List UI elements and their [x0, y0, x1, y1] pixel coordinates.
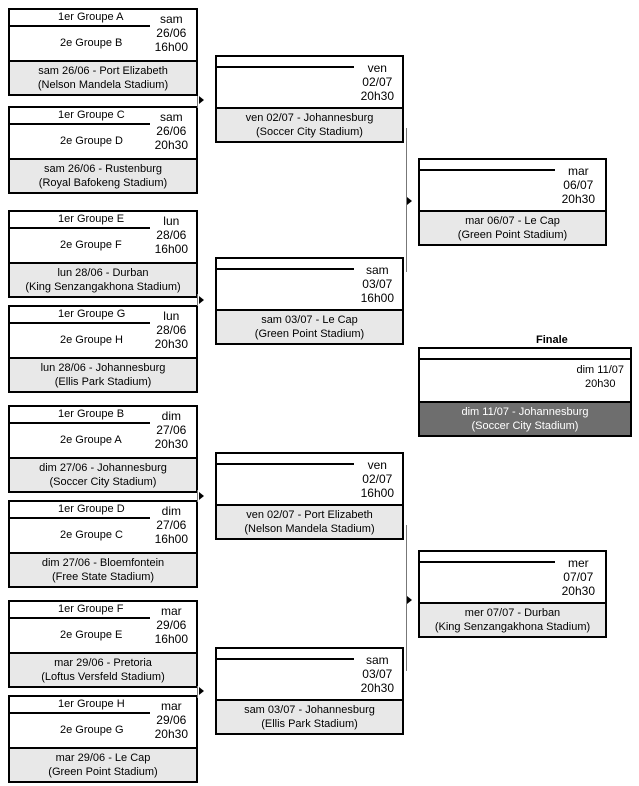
- r16-match-7: [8, 600, 198, 688]
- match-time: 20h30: [584, 378, 616, 390]
- arrow-right-icon: [199, 296, 204, 304]
- match-venue: [10, 552, 196, 586]
- team-2: 2e Groupe E: [60, 629, 123, 641]
- match-datetime: [361, 263, 394, 305]
- connector-line: [197, 96, 198, 108]
- team-line: [10, 25, 150, 27]
- match-time: 16h00: [360, 486, 394, 500]
- arrow-right-icon: [407, 197, 412, 205]
- team-2: 2e Groupe F: [60, 239, 122, 251]
- r16-match-3: [8, 210, 198, 298]
- match-date: 28/06: [156, 228, 187, 242]
- match-datetime: [361, 653, 394, 695]
- match-date: 29/06: [156, 618, 187, 632]
- match-day: mer: [567, 556, 589, 570]
- team-line: [420, 358, 630, 360]
- match-date: 28/06: [156, 323, 187, 337]
- qf-match-1: [215, 55, 404, 143]
- match-date: 26/06: [156, 124, 187, 138]
- venue-stadium: (Green Point Stadium): [254, 328, 365, 340]
- match-date: 06/07: [563, 178, 594, 192]
- match-time: 16h00: [154, 40, 188, 54]
- match-datetime: [155, 699, 188, 741]
- team-line: [420, 561, 555, 563]
- venue-city: sam 26/06 - Rustenburg: [43, 163, 162, 175]
- match-venue: [217, 309, 402, 343]
- match-day: sam: [365, 263, 389, 277]
- venue-stadium: (Green Point Stadium): [48, 766, 158, 778]
- team-line: [420, 169, 555, 171]
- match-venue: [10, 60, 196, 94]
- match-venue: [10, 357, 196, 391]
- match-datetime: [155, 214, 188, 256]
- match-day: dim: [161, 409, 181, 423]
- venue-stadium: (Loftus Versfeld Stadium): [41, 671, 165, 683]
- team-1: 1er Groupe C: [58, 109, 125, 121]
- match-time: 16h00: [360, 291, 394, 305]
- match-date: 03/07: [362, 277, 393, 291]
- match-datetime: [562, 556, 595, 598]
- team-line: [217, 268, 354, 270]
- match-time: 20h30: [360, 681, 394, 695]
- match-time: 20h30: [561, 192, 595, 206]
- sf-match-1: [418, 158, 607, 246]
- arrow-right-icon: [407, 596, 412, 604]
- venue-stadium: (Nelson Mandela Stadium): [37, 79, 169, 91]
- match-venue: [10, 262, 196, 296]
- venue-city: mar 29/06 - Le Cap: [55, 752, 151, 764]
- venue-stadium: (Nelson Mandela Stadium): [244, 523, 375, 535]
- venue-stadium: (Soccer City Stadium): [256, 126, 363, 138]
- match-date: 02/07: [362, 472, 393, 486]
- match-time: 16h00: [154, 632, 188, 646]
- match-time: 20h30: [154, 437, 188, 451]
- match-date: dim 11/07: [576, 364, 624, 376]
- r16-match-4: [8, 305, 198, 393]
- match-day: dim: [161, 504, 181, 518]
- r16-match-2: [8, 106, 198, 194]
- match-day: mar: [160, 699, 182, 713]
- team-1: 1er Groupe H: [58, 698, 125, 710]
- match-date: 27/06: [156, 518, 187, 532]
- connector-line: [197, 294, 198, 306]
- match-venue: [420, 602, 605, 636]
- match-datetime: [155, 12, 188, 54]
- team-2: 2e Groupe H: [60, 334, 123, 346]
- team-1: 1er Groupe G: [58, 308, 126, 320]
- venue-stadium: (Green Point Stadium): [457, 229, 568, 241]
- venue-stadium: (Ellis Park Stadium): [54, 376, 152, 388]
- team-2: 2e Groupe G: [60, 724, 124, 736]
- venue-city: mer 07/07 - Durban: [464, 607, 561, 619]
- match-venue: [10, 158, 196, 192]
- team-line: [10, 123, 150, 125]
- team-line: [217, 463, 354, 465]
- match-datetime: [155, 604, 188, 646]
- venue-stadium: (Free State Stadium): [51, 571, 155, 583]
- venue-city: mar 06/07 - Le Cap: [465, 215, 560, 227]
- team-line: [10, 517, 150, 519]
- venue-city: dim 11/07 - Johannesburg: [461, 406, 589, 418]
- qf-match-3: [215, 452, 404, 540]
- match-datetime: [155, 110, 188, 152]
- venue-city: sam 03/07 - Le Cap: [261, 314, 358, 326]
- match-day: ven: [367, 458, 387, 472]
- match-day: mar: [567, 164, 589, 178]
- team-1: 1er Groupe E: [58, 213, 125, 225]
- match-time: 20h30: [360, 89, 394, 103]
- match-venue: [217, 699, 402, 733]
- match-day: sam: [159, 12, 183, 26]
- team-2: 2e Groupe B: [60, 37, 123, 49]
- match-venue: [420, 210, 605, 244]
- match-venue: [217, 504, 402, 538]
- match-time: 16h00: [154, 532, 188, 546]
- venue-stadium: (Soccer City Stadium): [49, 476, 157, 488]
- match-date: 29/06: [156, 713, 187, 727]
- venue-city: mar 29/06 - Pretoria: [54, 657, 152, 669]
- arrow-right-icon: [199, 492, 204, 500]
- team-line: [10, 227, 150, 229]
- match-datetime: [361, 458, 394, 500]
- team-line: [217, 66, 354, 68]
- qf-match-2: [215, 257, 404, 345]
- connector-line: [197, 686, 198, 698]
- team-line: [10, 617, 150, 619]
- qf-match-4: [215, 647, 404, 735]
- match-date: 02/07: [362, 75, 393, 89]
- connector-line: [197, 490, 198, 502]
- team-1: 1er Groupe A: [58, 11, 124, 23]
- match-time: 20h30: [154, 337, 188, 351]
- team-line: [10, 422, 150, 424]
- match-datetime: [155, 409, 188, 451]
- venue-city: ven 02/07 - Port Elizabeth: [246, 509, 373, 521]
- match-venue: [10, 457, 196, 491]
- match-datetime: [577, 363, 625, 391]
- match-time: 16h00: [154, 242, 188, 256]
- r16-match-5: [8, 405, 198, 493]
- venue-city: sam 03/07 - Johannesburg: [244, 704, 375, 716]
- match-time: 20h30: [154, 727, 188, 741]
- match-datetime: [562, 164, 595, 206]
- venue-city: lun 28/06 - Johannesburg: [40, 362, 166, 374]
- venue-city: ven 02/07 - Johannesburg: [245, 112, 374, 124]
- arrow-right-icon: [199, 96, 204, 104]
- r16-match-6: [8, 500, 198, 588]
- team-2: 2e Groupe A: [60, 434, 122, 446]
- match-date: 27/06: [156, 423, 187, 437]
- sf-match-2: [418, 550, 607, 638]
- match-time: 20h30: [561, 584, 595, 598]
- venue-stadium: (Royal Bafokeng Stadium): [38, 177, 168, 189]
- venue-stadium: (Soccer City Stadium): [471, 420, 579, 432]
- match-datetime: [155, 309, 188, 351]
- team-1: 1er Groupe B: [58, 408, 125, 420]
- match-datetime: [155, 504, 188, 546]
- match-date: 07/07: [563, 570, 594, 584]
- match-day: sam: [159, 110, 183, 124]
- venue-stadium: (King Senzangakhona Stadium): [434, 621, 591, 633]
- venue-city: lun 28/06 - Durban: [57, 267, 149, 279]
- match-day: lun: [163, 214, 180, 228]
- venue-city: dim 27/06 - Bloemfontein: [41, 557, 165, 569]
- r16-match-1: [8, 8, 198, 96]
- team-1: 1er Groupe F: [58, 603, 124, 615]
- team-line: [10, 322, 150, 324]
- match-venue: [420, 401, 630, 435]
- match-time: 20h30: [154, 138, 188, 152]
- team-line: [217, 658, 354, 660]
- team-1: 1er Groupe D: [58, 503, 125, 515]
- match-day: mar: [160, 604, 182, 618]
- match-day: lun: [163, 309, 180, 323]
- match-datetime: [361, 61, 394, 103]
- team-line: [10, 712, 150, 714]
- match-venue: [217, 107, 402, 141]
- final-match: [418, 347, 632, 437]
- match-venue: [10, 747, 196, 781]
- venue-city: sam 26/06 - Port Elizabeth: [38, 65, 168, 77]
- venue-stadium: (King Senzangakhona Stadium): [25, 281, 181, 293]
- match-day: sam: [365, 653, 389, 667]
- match-venue: [10, 652, 196, 686]
- match-date: 26/06: [156, 26, 187, 40]
- final-label: Finale: [536, 334, 568, 346]
- venue-city: dim 27/06 - Johannesburg: [39, 462, 167, 474]
- team-2: 2e Groupe D: [60, 135, 123, 147]
- match-day: ven: [367, 61, 387, 75]
- venue-stadium: (Ellis Park Stadium): [261, 718, 358, 730]
- team-2: 2e Groupe C: [60, 529, 123, 541]
- r16-match-8: [8, 695, 198, 783]
- match-date: 03/07: [362, 667, 393, 681]
- arrow-right-icon: [199, 687, 204, 695]
